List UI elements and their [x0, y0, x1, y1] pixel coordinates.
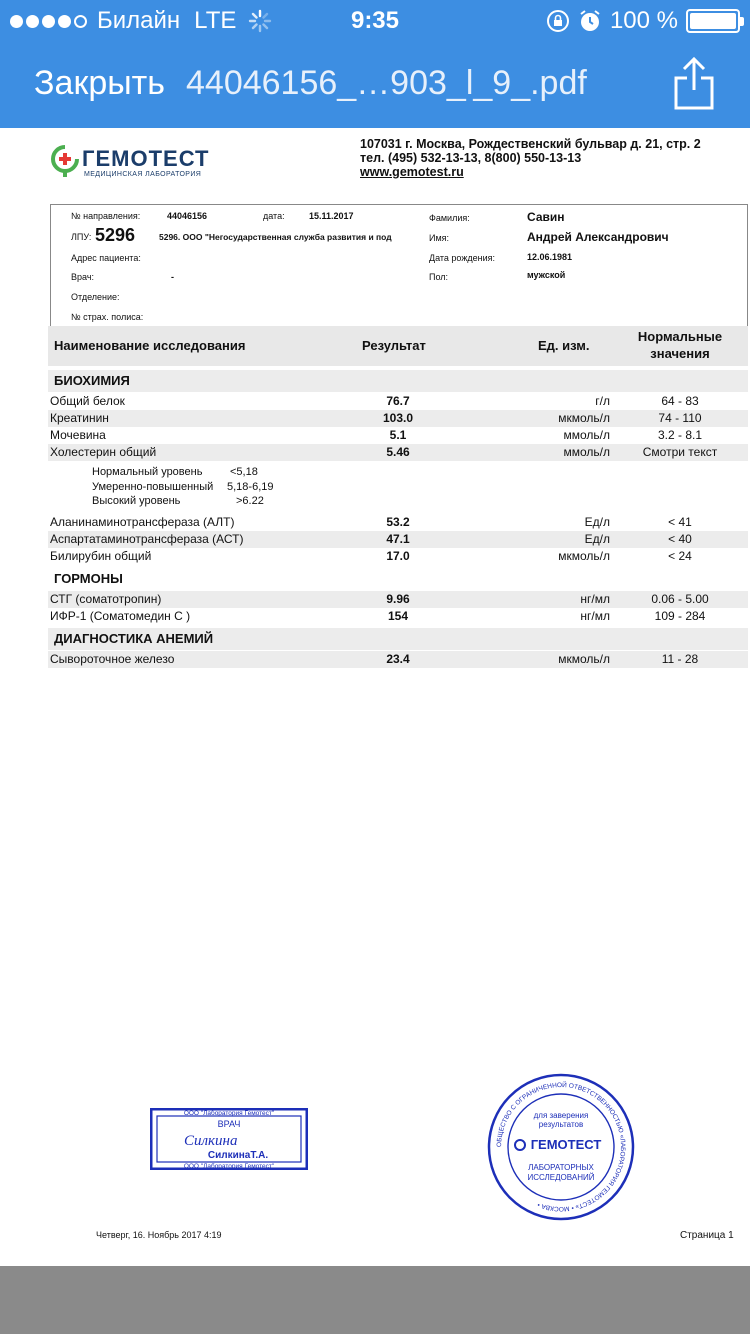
test-result: 9.96	[386, 592, 410, 606]
bottom-toolbar	[0, 1266, 750, 1334]
test-unit: г/л	[595, 394, 610, 408]
results-table-header	[48, 326, 748, 366]
test-unit: мкмоль/л	[558, 411, 610, 425]
test-name: Холестерин общий	[50, 445, 157, 459]
col-header-norm-line2: значения	[650, 346, 710, 361]
battery-percent: 100 %	[609, 7, 678, 34]
test-norm: < 40	[668, 532, 692, 546]
test-unit: мкмоль/л	[558, 549, 610, 563]
stamp-bottom-text: ООО "Лаборатория Гемотест"	[183, 1163, 275, 1170]
cholesterol-note	[92, 495, 264, 507]
section-title: ДИАГНОСТИКА АНЕМИЙ	[54, 631, 214, 646]
lpu-label: ЛПУ:	[71, 232, 92, 242]
test-unit: Ед/л	[584, 532, 610, 546]
top-bar	[0, 0, 750, 128]
share-icon[interactable]	[672, 56, 716, 110]
lab-address-block	[360, 137, 701, 179]
table-row	[48, 444, 748, 461]
page-number: Страница 1	[680, 1230, 734, 1241]
test-name: Аланинаминотрансфераза (АЛТ)	[50, 515, 235, 529]
gemotest-logo-icon	[50, 144, 80, 178]
test-result: 23.4	[386, 652, 410, 666]
doctor-label: Врач:	[71, 272, 95, 282]
test-result: 154	[387, 609, 409, 623]
first-name-label: Имя:	[429, 233, 450, 243]
table-row	[48, 591, 748, 608]
test-norm: 64 - 83	[661, 394, 699, 408]
insurance-label: № страх. полиса:	[71, 312, 144, 322]
surname-label: Фамилия:	[429, 213, 470, 223]
seal-line4: ИССЛЕДОВАНИЙ	[527, 1173, 595, 1182]
pdf-document[interactable]	[0, 128, 750, 1266]
doctor-value: -	[171, 272, 174, 282]
seal-line3: ЛАБОРАТОРНЫХ	[528, 1163, 594, 1172]
test-unit: нг/мл	[580, 592, 610, 606]
col-header-name: Наименование исследования	[54, 338, 246, 353]
dob-label: Дата рождения:	[429, 253, 495, 263]
date-label: дата:	[263, 211, 285, 221]
stamp-top-text: ООО "Лаборатория Гемотест"	[183, 1110, 275, 1117]
navigation-bar	[0, 40, 750, 128]
test-name: Аспартатаминотрансфераза (АСТ)	[50, 532, 244, 546]
test-result: 17.0	[386, 549, 410, 563]
test-result: 5.1	[389, 428, 407, 442]
section-title: БИОХИМИЯ	[54, 373, 130, 388]
close-button[interactable]: Закрыть	[34, 64, 165, 102]
lab-phones: тел. (495) 532-13-13, 8(800) 550-13-13	[360, 151, 582, 165]
test-norm: 3.2 - 8.1	[657, 428, 703, 442]
test-norm: Смотри текст	[642, 445, 718, 459]
test-unit: нг/мл	[580, 609, 610, 623]
dob-value: 12.06.1981	[527, 252, 573, 262]
cholesterol-note	[92, 481, 274, 493]
sex-label: Пол:	[429, 272, 449, 282]
section-title: ГОРМОНЫ	[54, 571, 123, 586]
test-norm: < 41	[668, 515, 692, 529]
test-unit: Ед/л	[584, 515, 610, 529]
test-norm: 0.06 - 5.00	[651, 592, 709, 606]
test-name: Мочевина	[50, 428, 106, 442]
address-label: Адрес пациента:	[71, 253, 141, 263]
col-header-unit: Ед. изм.	[538, 338, 590, 353]
gemotest-logo	[50, 144, 220, 184]
table-row	[48, 531, 748, 548]
seal-line1: для заверения	[533, 1111, 589, 1120]
test-name: Общий белок	[50, 394, 125, 408]
cholesterol-note	[92, 466, 258, 478]
lpu-organization: 5296. ООО "Негосударственная служба развития и под	[159, 232, 392, 242]
brand-subtitle: МЕДИЦИНСКАЯ ЛАБОРАТОРИЯ	[84, 171, 202, 178]
carrier-name: Билайн	[97, 7, 181, 34]
table-row	[48, 548, 748, 565]
sex-value: мужской	[527, 270, 566, 280]
section-heading	[48, 628, 748, 650]
note-value: <5,18	[230, 466, 258, 478]
brand-name: ГЕМОТЕСТ	[82, 146, 210, 171]
note-label: Нормальный уровень	[92, 466, 203, 478]
section-heading	[48, 370, 748, 392]
test-name: Билирубин общий	[50, 549, 152, 563]
test-result: 47.1	[386, 532, 410, 546]
col-header-norm-line1: Нормальные	[637, 329, 723, 344]
note-label: Умеренно-повышенный	[92, 481, 214, 493]
seal-brand: ГЕМОТЕСТ	[530, 1137, 602, 1152]
stamp-doctor-name: СилкинаТ.А.	[207, 1150, 269, 1161]
handwritten-signature: Силкина	[184, 1133, 238, 1149]
rotation-lock-icon	[546, 9, 570, 33]
seal-ring-text: ОБЩЕСТВО С ОГРАНИЧЕННОЙ ОТВЕТСТВЕННОСТЬЮ «ЛАБОРАТОРИЯ ГЕМОТЕСТ» • МОСКВА •	[495, 1081, 627, 1213]
battery-icon	[686, 9, 740, 33]
test-unit: мкмоль/л	[558, 652, 610, 666]
test-unit: ммоль/л	[563, 445, 610, 459]
test-norm: 109 - 284	[654, 609, 706, 623]
clock: 9:35	[350, 7, 400, 34]
doctor-stamp	[150, 1108, 308, 1170]
note-label: Высокий уровень	[92, 495, 181, 507]
lpu-number: 5296	[95, 225, 136, 245]
alarm-icon	[578, 9, 602, 33]
test-result: 5.46	[386, 445, 410, 459]
table-row	[48, 608, 748, 625]
test-name: Сывороточное железо	[50, 652, 175, 666]
table-row	[48, 427, 748, 444]
seal-line2: результатов	[538, 1120, 584, 1129]
referral-label: № направления:	[71, 211, 141, 221]
test-name: ИФР-1 (Соматомедин С )	[50, 609, 191, 623]
surname-value: Савин	[527, 210, 565, 224]
referral-number: 44046156	[167, 211, 208, 221]
test-result: 103.0	[382, 411, 414, 425]
test-result: 76.7	[386, 394, 410, 408]
test-unit: ммоль/л	[563, 428, 610, 442]
section-heading	[48, 568, 748, 590]
table-row	[48, 514, 748, 531]
lab-website-link[interactable]: www.gemotest.ru	[360, 165, 464, 179]
department-label: Отделение:	[71, 292, 120, 302]
note-value: >6.22	[236, 495, 264, 507]
print-date: Четверг, 16. Ноябрь 2017 4:19	[96, 1230, 222, 1240]
test-norm: 74 - 110	[658, 411, 702, 425]
note-value: 5,18-6,19	[227, 481, 274, 493]
table-row	[48, 651, 748, 668]
test-result: 53.2	[386, 515, 410, 529]
test-norm: < 24	[668, 549, 692, 563]
referral-date: 15.11.2017	[309, 211, 354, 221]
patient-info	[50, 204, 748, 326]
test-name: СТГ (соматотропин)	[50, 592, 162, 606]
status-bar	[0, 0, 750, 40]
document-title: 44046156_…903_l_9_.pdf	[186, 64, 587, 102]
table-row	[48, 410, 748, 427]
laboratory-seal	[486, 1072, 636, 1222]
seal-logo-icon	[515, 1140, 525, 1150]
test-norm: 11 - 28	[661, 652, 699, 666]
table-row	[48, 393, 748, 410]
test-name: Креатинин	[50, 411, 109, 425]
network-type: LTE	[194, 7, 237, 34]
col-header-result: Результат	[362, 338, 426, 353]
lab-address: 107031 г. Москва, Рождественский бульвар д. 21, стр. 2	[360, 137, 701, 151]
first-name-value: Андрей Александрович	[527, 230, 669, 244]
stamp-role: ВРАЧ	[217, 1119, 241, 1129]
